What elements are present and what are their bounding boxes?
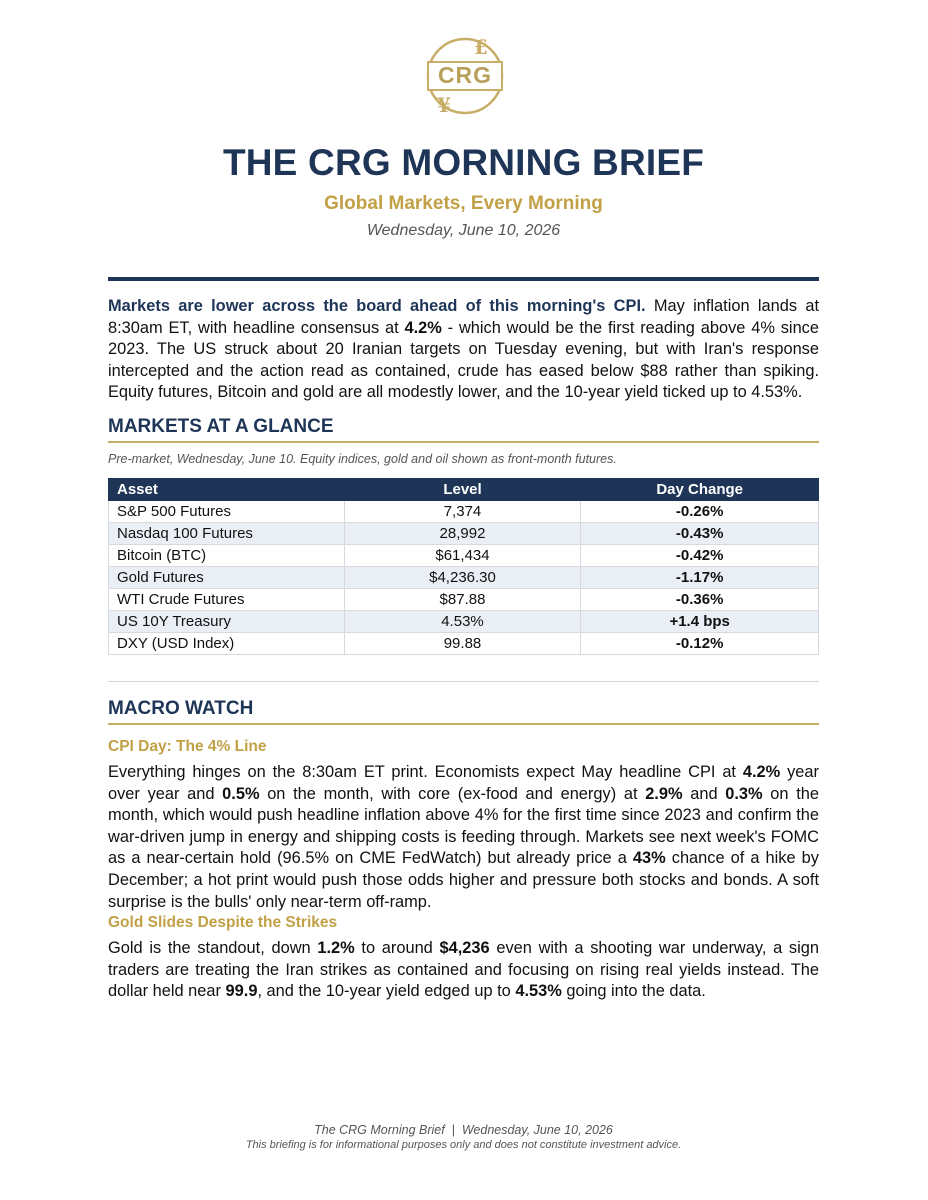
body-text: chance of a hike by December; a hot print would push those odds higher and pressure both stocks and bonds. A soft surprise is the bulls' only near-term off-ramp. — [108, 849, 819, 911]
lead-text: May inflation lands at 8:30am ET, with headline consensus at — [108, 297, 819, 337]
section-divider — [108, 681, 819, 682]
asset-cell: Gold Futures — [109, 567, 345, 589]
body-text: on the month, with core (ex-food and energy) at — [259, 784, 646, 803]
body-text: , and the 10-year yield edged up to — [257, 982, 516, 1001]
asset-cell: Bitcoin (BTC) — [109, 545, 345, 567]
table-row — [109, 633, 819, 655]
header-divider — [108, 277, 819, 281]
markets-table — [108, 478, 819, 655]
macro-heading: MACRO WATCH — [108, 698, 819, 725]
level-cell: 7,374 — [344, 501, 581, 523]
svg-text:£: £ — [474, 35, 488, 59]
cpi-subheading: CPI Day: The 4% Line — [108, 738, 267, 755]
asset-cell: US 10Y Treasury — [109, 611, 345, 633]
body-text: on the month, which would push headline inflation above 4% for the first time since 2023 and confirm the war-driven jump in energy and shipping costs is feeding through. Markets see next week's FOMC as a near-certain hold (96.5% on CME FedWatch) but already price a — [108, 784, 819, 868]
body-text: to around — [354, 939, 440, 957]
table-row — [109, 501, 819, 523]
page-date: Wednesday, June 10, 2026 — [366, 222, 561, 239]
body-text: even with a shooting war underway, a sign traders are treating the Iran strikes as contained and focusing on rising real yields instead. The dollar held near — [108, 939, 819, 1001]
gold-subheading: Gold Slides Despite the Strikes — [108, 914, 338, 931]
table-row — [109, 589, 819, 611]
cpi-paragraph — [108, 762, 819, 913]
change-cell: -0.36% — [581, 589, 819, 611]
level-cell: 4.53% — [344, 611, 581, 633]
change-cell: -0.42% — [581, 545, 819, 567]
markets-heading: MARKETS AT A GLANCE — [108, 416, 819, 443]
change-cell: -0.12% — [581, 633, 819, 655]
body-text: Everything hinges on the 8:30am ET print. Economists expect May headline CPI at — [108, 763, 743, 781]
footer-line: The CRG Morning Brief | Wednesday, June 10, 2026 — [314, 1123, 613, 1137]
body-text: year over year and — [108, 763, 819, 803]
change-cell: -1.17% — [581, 567, 819, 589]
svg-text:¥: ¥ — [437, 93, 451, 117]
markets-note: Pre-market, Wednesday, June 10. Equity indices, gold and oil shown as front-month futures. — [108, 452, 617, 466]
gold-paragraph — [108, 938, 819, 1003]
page-title: THE CRG MORNING BRIEF — [222, 142, 705, 183]
change-cell: +1.4 bps — [581, 611, 819, 633]
body-highlight: 43% — [632, 849, 666, 868]
level-cell: $4,236.30 — [344, 567, 581, 589]
lead-paragraph — [108, 296, 819, 404]
crg-logo — [425, 34, 505, 118]
table-row — [109, 611, 819, 633]
level-cell: 99.88 — [344, 633, 581, 655]
body-highlight: 4.53% — [515, 982, 562, 1001]
body-text: and — [682, 784, 726, 803]
table-row — [109, 567, 819, 589]
level-cell: $87.88 — [344, 589, 581, 611]
body-text: Gold is the standout, down — [108, 939, 318, 957]
asset-cell: DXY (USD Index) — [109, 633, 345, 655]
column-header-asset: Asset — [109, 479, 345, 501]
change-cell: -0.43% — [581, 523, 819, 545]
asset-cell: Nasdaq 100 Futures — [109, 523, 345, 545]
lead-highlight: 4.2% — [404, 318, 442, 337]
body-highlight: $4,236 — [439, 939, 490, 957]
level-cell: $61,434 — [344, 545, 581, 567]
body-highlight: 99.9 — [225, 982, 258, 1001]
logo-wordmark: CRG — [437, 62, 493, 88]
body-highlight: 0.5% — [222, 784, 260, 803]
table-header-row — [109, 479, 819, 501]
body-highlight: 1.2% — [317, 939, 355, 957]
footer-disclaimer: This briefing is for informational purposes only and does not constitute investment advice. — [245, 1139, 682, 1151]
column-header-level: Level — [344, 479, 581, 501]
page-subtitle: Global Markets, Every Morning — [324, 193, 603, 214]
body-highlight: 0.3% — [725, 784, 763, 803]
table-row — [109, 545, 819, 567]
body-highlight: 2.9% — [645, 784, 683, 803]
level-cell: 28,992 — [344, 523, 581, 545]
lead-text: - which would be the first reading above 4% since 2023. The US struck about 20 Iranian targets on Tuesday evening, but with Iran's response intercepted and the action read as contained, crude has eased below $88 rather than spiking. Equity futures, Bitcoin and gold are all modestly lower, and the 10-year yield ticked up to 4.53%. — [108, 318, 819, 402]
body-highlight: 4.2% — [742, 763, 781, 781]
asset-cell: S&P 500 Futures — [109, 501, 345, 523]
asset-cell: WTI Crude Futures — [109, 589, 345, 611]
table-row — [109, 523, 819, 545]
column-header-day-change: Day Change — [581, 479, 819, 501]
change-cell: -0.26% — [581, 501, 819, 523]
lead-headline: Markets are lower across the board ahead of this morning's CPI. — [108, 297, 646, 315]
body-text: going into the data. — [561, 982, 706, 1001]
